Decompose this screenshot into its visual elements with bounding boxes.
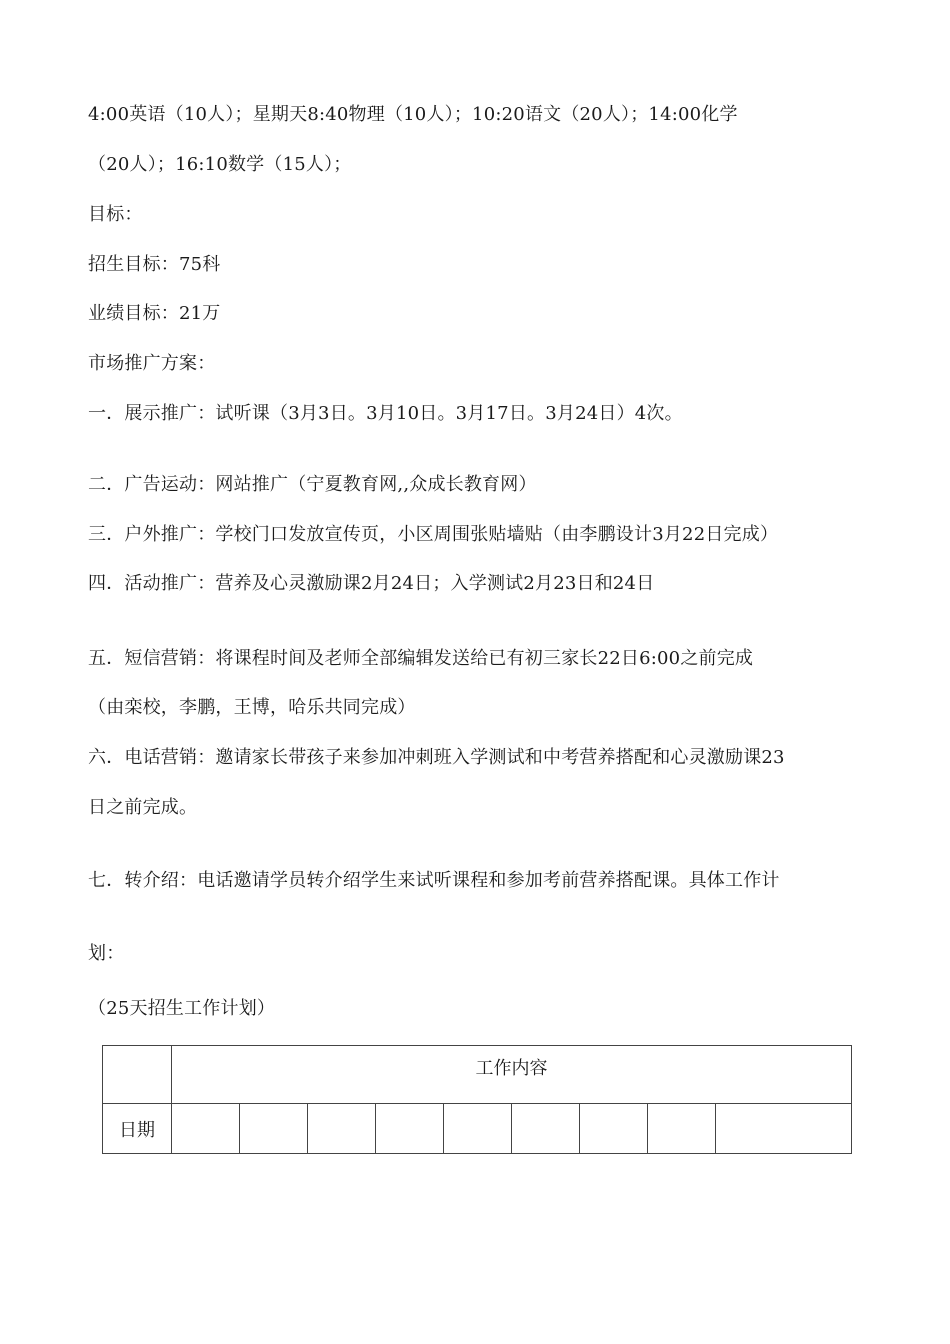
text-line-marketing-heading: 市场推广方案：: [88, 353, 216, 374]
table-cell: [240, 1104, 308, 1154]
table-cell: [376, 1104, 444, 1154]
table-cell: [512, 1104, 580, 1154]
text-line-item-7-cont: 划：: [88, 943, 125, 964]
text-line-item-6: 六．电话营销：邀请家长带孩子来参加冲刺班入学测试和中考营养搭配和心灵激励课23: [88, 747, 785, 768]
table-header-row: [103, 1046, 852, 1104]
text-line-schedule-1: 4:00英语（10人）；星期天8:40物理（10人）；10:20语文（20人）；14:00化学: [88, 104, 738, 125]
text-line-enrollment-goal: 招生目标：75科: [88, 254, 221, 275]
text-line-item-5-cont: （由栾校，李鹏，王博，哈乐共同完成）: [88, 697, 416, 718]
table-cell: [648, 1104, 716, 1154]
table-header-work-content: 工作内容: [172, 1046, 852, 1104]
text-line-item-7: 七．转介绍：电话邀请学员转介绍学生来试听课程和参加考前营养搭配课。具体工作计: [88, 870, 780, 891]
table-cell: [716, 1104, 852, 1154]
table-caption: （25天招生工作计划）: [88, 998, 276, 1019]
text-line-revenue-goal: 业绩目标：21万: [88, 303, 221, 324]
table-cell: [308, 1104, 376, 1154]
text-line-schedule-2: （20人）；16:10数学（15人）；: [88, 154, 352, 175]
text-line-item-2: 二．广告运动：网站推广（宁夏教育网,,众成长教育网）: [88, 474, 537, 495]
text-line-item-3: 三．户外推广：学校门口发放宣传页，小区周围张贴墙贴（由李鹏设计3月22日完成）: [88, 524, 779, 545]
text-line-item-4: 四．活动推广：营养及心灵激励课2月24日；入学测试2月23日和24日: [88, 573, 655, 594]
work-plan-table: [102, 1045, 852, 1154]
table-cell: [172, 1104, 240, 1154]
text-line-item-1: 一．展示推广：试听课（3月3日。3月10日。3月17日。3月24日）4次。: [88, 403, 683, 424]
table-cell: [444, 1104, 512, 1154]
text-line-goals-heading: 目标：: [88, 204, 143, 225]
table-cell: [580, 1104, 648, 1154]
text-line-item-6-cont: 日之前完成。: [88, 797, 198, 818]
table-row-label-date: 日期: [103, 1104, 172, 1154]
table-row: [103, 1104, 852, 1154]
text-line-item-5: 五．短信营销：将课程时间及老师全部编辑发送给已有初三家长22日6:00之前完成: [88, 648, 754, 669]
table-corner-cell: [103, 1046, 172, 1104]
